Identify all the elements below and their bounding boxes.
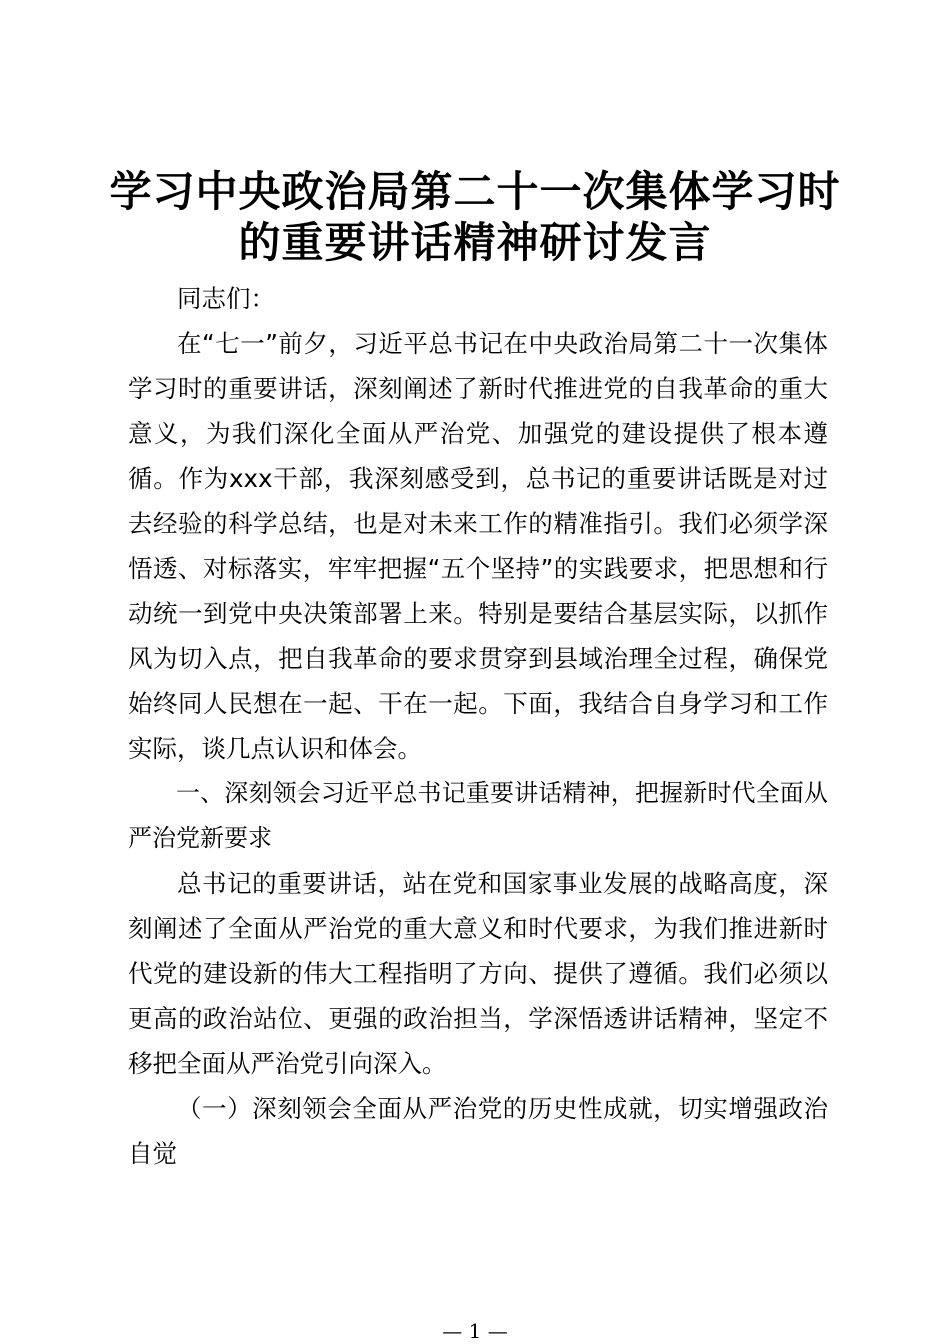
title-line-2: 的重要讲话精神研讨发言: [238, 218, 712, 267]
subsection-heading-1: （一）深刻领会全面从严治党的历史性成就，切实增强政治自觉: [128, 1094, 828, 1168]
document-body: [128, 276, 828, 1176]
paragraph-section-1: 总书记的重要讲话，站在党和国家事业发展的战略高度，深刻阐述了全面从严治党的重大意义和时代要求，为我们推进新时代党的建设新的伟大工程指明了方向、提供了遵循。我们必须以更高的政治站位、更强的政治担当，学深悟透讲话精神，坚定不移把全面从严治党引向深入。: [128, 869, 828, 1078]
document-title: [95, 166, 855, 268]
title-line-1: 学习中央政治局第二十一次集体学习时: [109, 167, 841, 216]
salutation: 同志们：: [177, 284, 275, 313]
page-number: — 1 —: [442, 1319, 508, 1343]
paragraph-intro: 在“七一”前夕，习近平总书记在中央政治局第二十一次集体学习时的重要讲话，深刻阐述了新时代推进党的自我革命的重大意义，为我们深化全面从严治党、加强党的建设提供了根本遵循。作为xxx干部，我深刻感受到，总书记的重要讲话既是对过去经验的科学总结，也是对未来工作的精准指引。我们必须学深悟透、对标落实，牢牢把握“五个坚持”的实践要求，把思想和行动统一到党中央决策部署上来。特别是要结合基层实际，以抓作风为切入点，把自我革命的要求贯穿到县域治理全过程，确保党始终同人民想在一起、干在一起。下面，我结合自身学习和工作实际，谈几点认识和体会。: [128, 329, 828, 763]
section-heading-1: 一、深刻领会习近平总书记重要讲话精神，把握新时代全面从严治党新要求: [128, 779, 828, 852]
